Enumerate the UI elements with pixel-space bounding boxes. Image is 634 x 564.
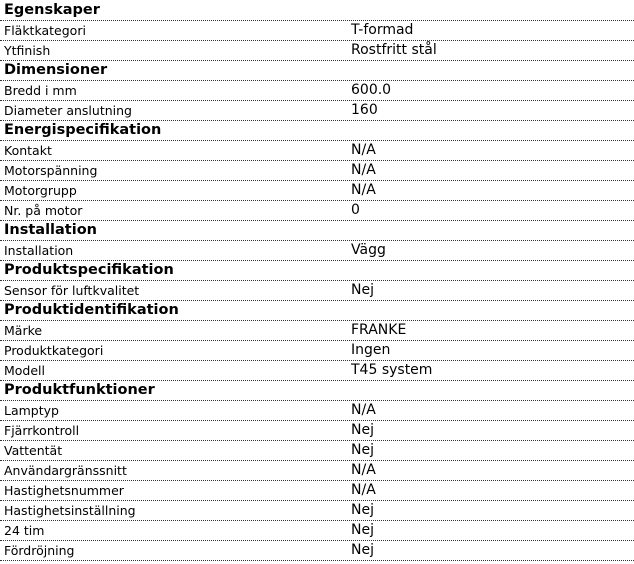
spec-label: Vattentät	[4, 443, 63, 458]
spec-section	[0, 301, 634, 381]
spec-value: N/A	[351, 402, 376, 418]
spec-label: Sensor för luftkvalitet	[4, 283, 140, 298]
spec-value: Rostfritt stål	[351, 42, 437, 58]
spec-row	[0, 41, 634, 61]
spec-row	[0, 21, 634, 41]
spec-row	[0, 341, 634, 361]
spec-value: Nej	[351, 542, 374, 558]
spec-value: 160	[351, 102, 378, 118]
spec-value: N/A	[351, 162, 376, 178]
spec-section	[0, 381, 634, 561]
spec-row	[0, 241, 634, 261]
spec-row	[0, 541, 634, 561]
spec-value: Nej	[351, 422, 374, 438]
spec-row	[0, 361, 634, 381]
spec-row	[0, 421, 634, 441]
spec-label: Fläktkategori	[4, 23, 86, 38]
spec-label: Kontakt	[4, 143, 52, 158]
spec-row	[0, 201, 634, 221]
spec-row	[0, 481, 634, 501]
spec-section	[0, 221, 634, 261]
spec-section	[0, 61, 634, 121]
spec-label: Motorgrupp	[4, 183, 77, 198]
spec-value: 0	[351, 202, 360, 218]
spec-label: Fjärrkontroll	[4, 423, 80, 438]
spec-section	[0, 261, 634, 301]
spec-value: T45 system	[351, 362, 433, 378]
spec-value: Nej	[351, 282, 374, 298]
section-title: Produktfunktioner	[0, 381, 634, 401]
spec-row	[0, 281, 634, 301]
spec-row	[0, 141, 634, 161]
section-title: Egenskaper	[0, 1, 634, 21]
spec-row	[0, 181, 634, 201]
spec-label: Hastighetsinställning	[4, 503, 136, 518]
spec-label: Produktkategori	[4, 343, 104, 358]
spec-value: Nej	[351, 502, 374, 518]
spec-label: Installation	[4, 243, 74, 258]
section-title: Dimensioner	[0, 61, 634, 81]
spec-row	[0, 101, 634, 121]
spec-label: Nr. på motor	[4, 203, 83, 218]
spec-value: T-formad	[351, 22, 414, 38]
spec-label: Bredd i mm	[4, 83, 77, 98]
spec-row	[0, 321, 634, 341]
spec-row	[0, 461, 634, 481]
section-title: Produktspecifikation	[0, 261, 634, 281]
spec-row	[0, 521, 634, 541]
spec-label: Fördröjning	[4, 543, 75, 558]
spec-section	[0, 1, 634, 61]
spec-value: Ingen	[351, 342, 391, 358]
section-title: Installation	[0, 221, 634, 241]
spec-row	[0, 161, 634, 181]
spec-value: N/A	[351, 182, 376, 198]
spec-label: Användargränssnitt	[4, 463, 127, 478]
spec-value: Nej	[351, 522, 374, 538]
spec-value: N/A	[351, 462, 376, 478]
spec-label: Diameter anslutning	[4, 103, 132, 118]
spec-value: Vägg	[351, 242, 386, 258]
section-title: Produktidentifikation	[0, 301, 634, 321]
spec-value: N/A	[351, 142, 376, 158]
spec-label: Hastighetsnummer	[4, 483, 124, 498]
spec-label: Lamptyp	[4, 403, 59, 418]
spec-section	[0, 121, 634, 221]
spec-row	[0, 401, 634, 421]
spec-row	[0, 81, 634, 101]
spec-value: Nej	[351, 442, 374, 458]
section-title: Energispecifikation	[0, 121, 634, 141]
spec-label: Motorspänning	[4, 163, 98, 178]
spec-value: 600.0	[351, 82, 392, 98]
spec-label: Märke	[4, 323, 43, 338]
spec-label: Modell	[4, 363, 46, 378]
spec-value: N/A	[351, 482, 376, 498]
spec-label: 24 tim	[4, 523, 45, 538]
spec-row	[0, 441, 634, 461]
spec-row	[0, 501, 634, 521]
spec-label: Ytfinish	[4, 43, 51, 58]
spec-value: FRANKE	[351, 322, 407, 338]
